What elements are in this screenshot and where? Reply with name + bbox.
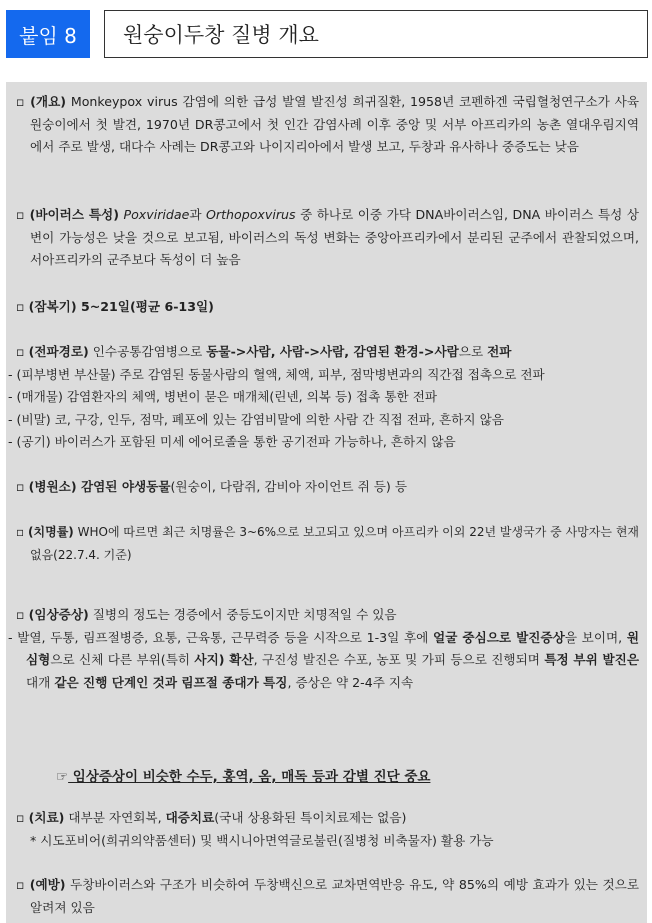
square-bullet-icon: ▫ bbox=[16, 207, 26, 222]
overview-text: Monkeypox virus 감염에 의한 급성 발열 발진성 희귀질환, 1958년 코펜하겐 국립혈청연구소가 사육 원숭이에서 첫 발견, 1970년 DR콩고에서 첫 인간 감염사례 이후 중앙 및 서부 아프리카의 농촌 열대우림지역에서 주로 발생, 대다수 사례는 DR콩고와 나이지리아에서 발생 보고, 두창과 유사하나 중증도는 낮음 bbox=[30, 94, 639, 154]
list-item: - (비말) 코, 구강, 인두, 점막, 폐포에 있는 감염비말에 의한 사람 간 직접 전파, 흔하지 않음 bbox=[8, 411, 504, 427]
treatment-text: (국내 상용화된 특이치료제는 없음) bbox=[214, 810, 407, 825]
virus-paragraph bbox=[6, 204, 647, 272]
incubation-section bbox=[6, 296, 647, 319]
clinical-paragraph bbox=[6, 604, 647, 627]
virus-section bbox=[6, 204, 647, 272]
treatment-label: (치료) bbox=[28, 810, 65, 825]
clinical-detail-part: 을 보이며, bbox=[564, 629, 627, 645]
transmission-end: 전파 bbox=[487, 344, 512, 359]
virus-text: 중 하나로 이중 가닥 DNA바이러스임, DNA 바이러스 특성 상 변이 가능성은 낮을 것으로 보고됨, 바이러스의 독성 변화는 중앙아프리카에서 분리된 군주에서 관찰되었으며, 서아프리카의 군주보다 독성이 더 높음 bbox=[30, 207, 639, 267]
square-bullet-icon: ▫ bbox=[16, 877, 26, 892]
prevention-label: (예방) bbox=[29, 877, 66, 892]
clinical-label: (임상증상) bbox=[28, 607, 89, 622]
prevention-text: 두창바이러스와 구조가 비슷하여 두창백신으로 교차면역반응 유도, 약 85%의 예방 효과가 있는 것으로 알려져 있음 bbox=[30, 877, 639, 915]
transmission-section bbox=[6, 341, 647, 454]
treatment-paragraph bbox=[6, 807, 647, 830]
fatality-section bbox=[6, 521, 647, 566]
note bbox=[56, 765, 430, 785]
transmission-pre: 인수공통감염병으로 bbox=[88, 344, 207, 359]
note-text: 임상증상이 비슷한 수두, 홍역, 옴, 매독 등과 감별 진단 중요 bbox=[68, 769, 431, 785]
clinical-detail-part: 얼굴 중심으로 발진증상 bbox=[433, 629, 565, 645]
clinical-text: 질병의 정도는 경증에서 중등도이지만 치명적일 수 있음 bbox=[88, 607, 397, 622]
virus-mid: 과 bbox=[189, 207, 207, 222]
clinical-detail-part: - 발열, 두통, 림프절병증, 요통, 근육통, 근무력증 등을 시작으로 1-3일 후에 bbox=[8, 629, 434, 645]
incubation-text: 5~21일(평균 6-13일) bbox=[76, 299, 214, 314]
prevention-section bbox=[6, 874, 647, 919]
incubation-paragraph bbox=[6, 296, 647, 319]
attachment-tag: 붙임 8 bbox=[6, 10, 90, 58]
clinical-detail-part: 특정 부위 발진은 bbox=[544, 652, 639, 667]
prevention-paragraph bbox=[6, 874, 647, 919]
overview-paragraph bbox=[6, 91, 647, 159]
reservoir-paragraph bbox=[6, 476, 647, 499]
square-bullet-icon: ▫ bbox=[16, 344, 25, 359]
virus-label: (바이러스 특성) bbox=[29, 207, 119, 222]
reservoir-bold: 감염된 야생동물 bbox=[76, 479, 171, 494]
transmission-routes: 동물->사람, 사람->사람, 감염된 환경->사람 bbox=[206, 344, 459, 359]
virus-genus: Orthopoxvirus bbox=[206, 207, 296, 222]
clinical-detail-part: , 구진성 발진은 수포, 농포 및 가피 등으로 진행되며 bbox=[253, 652, 545, 667]
overview-section bbox=[6, 91, 647, 159]
overview-label: (개요) bbox=[30, 94, 67, 109]
square-bullet-icon: ▫ bbox=[16, 810, 25, 825]
treatment-bold: 대증치료 bbox=[165, 810, 215, 825]
transmission-label: (전파경로) bbox=[28, 344, 89, 359]
treatment-pre: 대부분 자연회복, bbox=[64, 810, 166, 825]
list-item: - (피부병변 부산물) 주로 감염된 동물사람의 혈액, 체액, 피부, 점막병변과의 직간접 접촉으로 전파 bbox=[8, 366, 545, 382]
virus-family: Poxviridae bbox=[123, 207, 190, 222]
clinical-detail-part: , 증상은 약 2-4주 지속 bbox=[287, 674, 414, 690]
pointing-hand-icon: ☞ bbox=[56, 769, 69, 785]
fatality-text: WHO에 따르면 최근 치명률은 3~6%으로 보고되고 있으며 아프리카 이외 22년 발생국가 중 사망자는 현재 없음(22.7.4. 기준) bbox=[30, 525, 639, 562]
square-bullet-icon: ▫ bbox=[16, 299, 25, 314]
fatality-label: (치명률) bbox=[28, 525, 74, 539]
clinical-detail-part: 으로 신체 다른 부위(특히 bbox=[50, 652, 195, 667]
treatment-note: * 시도포비어(희귀의약품센터) 및 백시니아면역글로불린(질병청 비축물자) 활용 가능 bbox=[30, 832, 494, 848]
treatment-section bbox=[6, 807, 647, 852]
header bbox=[6, 10, 649, 60]
list-item: - (공기) 바이러스가 포함된 미세 에어로졸을 통한 공기전파 가능하나, 흔하지 않음 bbox=[8, 434, 456, 449]
transmission-paragraph bbox=[6, 341, 647, 364]
square-bullet-icon: ▫ bbox=[16, 525, 25, 539]
clinical-detail-part: 대개 bbox=[26, 674, 55, 690]
reservoir-section bbox=[6, 476, 647, 499]
square-bullet-icon: ▫ bbox=[16, 94, 26, 109]
clinical-section bbox=[6, 604, 647, 694]
clinical-detail-part: 원심형 bbox=[26, 629, 639, 667]
list-item: - (매개물) 감염환자의 체액, 병변이 묻은 매개체(린넨, 의복 등) 접촉 통한 전파 bbox=[8, 389, 438, 404]
reservoir-label: (병원소) bbox=[28, 479, 77, 494]
content-panel bbox=[6, 82, 647, 923]
incubation-label: (잠복기) bbox=[28, 299, 77, 314]
clinical-detail-part: 같은 진행 단계인 것과 림프절 종대가 특징 bbox=[54, 674, 288, 690]
clinical-detail bbox=[6, 627, 647, 695]
reservoir-text: (원숭이, 다람쥐, 감비아 자이언트 쥐 등) 등 bbox=[170, 479, 408, 494]
fatality-paragraph bbox=[6, 521, 647, 566]
page-title: 원숭이두창 질병 개요 bbox=[104, 10, 648, 58]
square-bullet-icon: ▫ bbox=[16, 479, 25, 494]
transmission-mid: 으로 bbox=[458, 344, 488, 359]
clinical-detail-part: 사지) 확산 bbox=[194, 652, 254, 667]
square-bullet-icon: ▫ bbox=[16, 607, 25, 622]
